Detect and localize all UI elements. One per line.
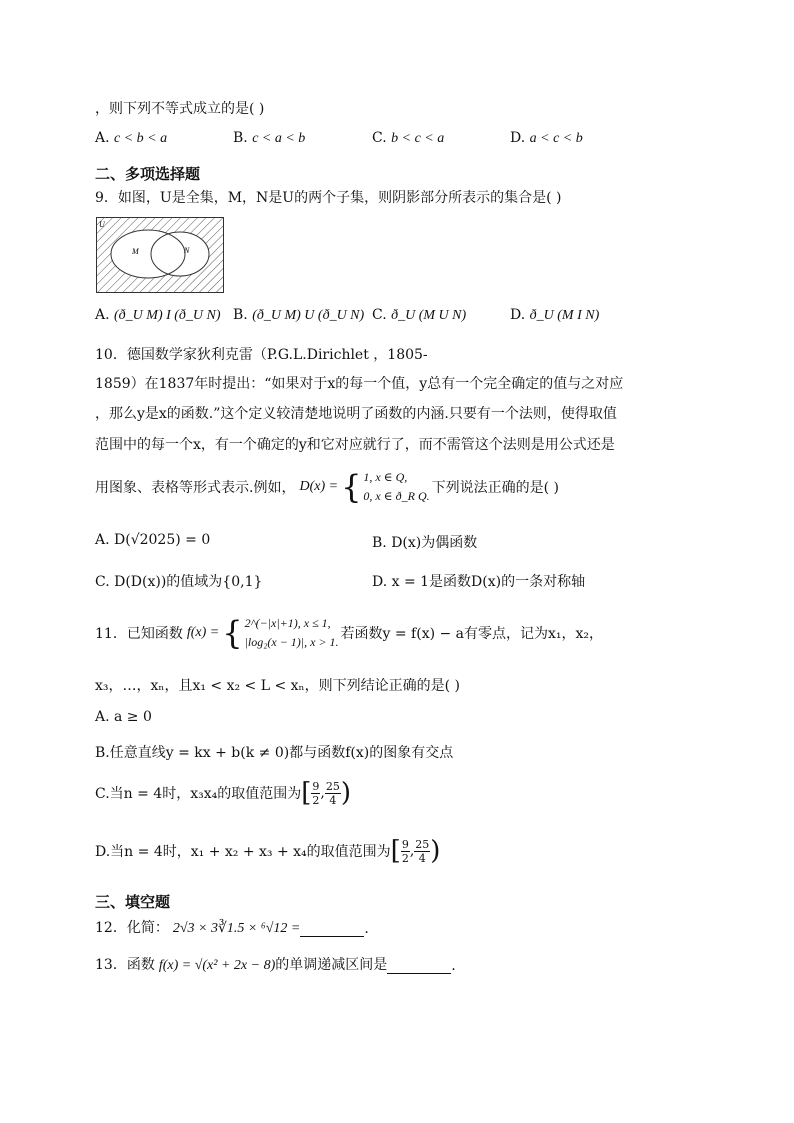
q8-option-d[interactable]: D. a < c < b — [510, 130, 583, 146]
q11-option-d[interactable]: D.当n = 4时，x₁ + x₂ + x₃ + x₄的取值范围为 [ $\frac{9}{2}$ , $\frac{25}{4}$ ) — [95, 836, 441, 866]
q10-option-c[interactable]: C. D(D(x))的值域为{0,1} — [95, 574, 263, 590]
venn-label-u: U — [99, 220, 105, 229]
q9-option-d[interactable]: D. ð_U (M I N) — [510, 307, 600, 323]
q10-line-1: 10．德国数学家狄利克雷（P.G.L.Dirichlet ，1805- — [95, 347, 428, 363]
q10-piecewise: { 1, x ∈ Q, 0, x ∈ ð_R Q. — [341, 468, 430, 506]
venn-label-n: N — [184, 246, 190, 255]
q11-stem: 11．已知函数 f(x) = { 2^(−|x|+1), x ≤ 1, |log₂(x − 1)|, x > 1. 若函数y = f(x) − a有零点，记为x₁，x₂， — [95, 614, 604, 652]
q12-answer-blank[interactable] — [300, 922, 364, 937]
venn-diagram — [96, 217, 224, 293]
q11-option-c[interactable]: C.当n = 4时，x₃x₄的取值范围为 [ $\frac{9}{2}$ , $\frac{25}{4}$ ) — [95, 778, 351, 808]
section-title-multiple-choice: 二、多项选择题 — [95, 165, 201, 183]
q8-stem-tail: ，则下列不等式成立的是( ) — [95, 101, 265, 117]
q10-line-4: 范围中的每一个x，有一个确定的y和它对应就行了，而不需管这个法则是用公式还是 — [95, 437, 615, 453]
q8-option-a[interactable]: A. c < b < a — [95, 130, 168, 146]
q12-line: 12．化简： 2√3 × 3∛1.5 × ⁶√12 = . — [95, 920, 369, 937]
q11-piecewise: { 2^(−|x|+1), x ≤ 1, |log₂(x − 1)|, x > 1. — [222, 614, 339, 652]
q10-line-5: 用图象、表格等形式表示.例如， D(x) = { 1, x ∈ Q, 0, x ∈ ð_R Q. 下列说法正确的是( ) — [95, 468, 560, 506]
q9-stem: 9．如图，U是全集，M，N是U的两个子集，则阴影部分所表示的集合是( ) — [95, 190, 562, 206]
q10-option-b[interactable]: B. D(x)为偶函数 — [372, 535, 478, 551]
q11-option-b[interactable]: B.任意直线y = kx + b(k ≠ 0)都与函数f(x)的图象有交点 — [95, 745, 454, 761]
q10-line-3: ，那么y是x的函数.”这个定义较清楚地说明了函数的内涵.只要有一个法则，使得取值 — [95, 406, 617, 422]
q13-answer-blank[interactable] — [387, 959, 451, 974]
q11-option-a[interactable]: A. a ≥ 0 — [95, 709, 152, 725]
q9-option-b[interactable]: B. (ð_U M) U (ð_U N) — [233, 307, 365, 323]
q10-line-2: 1859）在1837年时提出：“如果对于x的每一个值，y总有一个完全确定的值与之对应 — [95, 376, 624, 392]
q11-stem-line-2: x₃，…，xₙ，且x₁ < x₂ < L < xₙ，则下列结论正确的是( ) — [95, 678, 460, 694]
q13-line: 13．函数 f(x) = √(x² + 2x − 8) 的单调递减区间是 . — [95, 957, 456, 974]
venn-label-m: M — [132, 247, 139, 256]
q10-option-a[interactable]: A. D(√2025) = 0 — [95, 532, 211, 548]
section-title-fill-in: 三、填空题 — [95, 893, 171, 911]
q8-option-c[interactable]: C. b < c < a — [372, 130, 445, 146]
q8-option-b[interactable]: B. c < a < b — [233, 130, 306, 146]
q10-option-d[interactable]: D. x = 1是函数D(x)的一条对称轴 — [372, 574, 586, 590]
q9-option-c[interactable]: C. ð_U (M U N) — [372, 307, 467, 323]
q9-option-a[interactable]: A. (ð_U M) I (ð_U N) — [95, 307, 221, 323]
